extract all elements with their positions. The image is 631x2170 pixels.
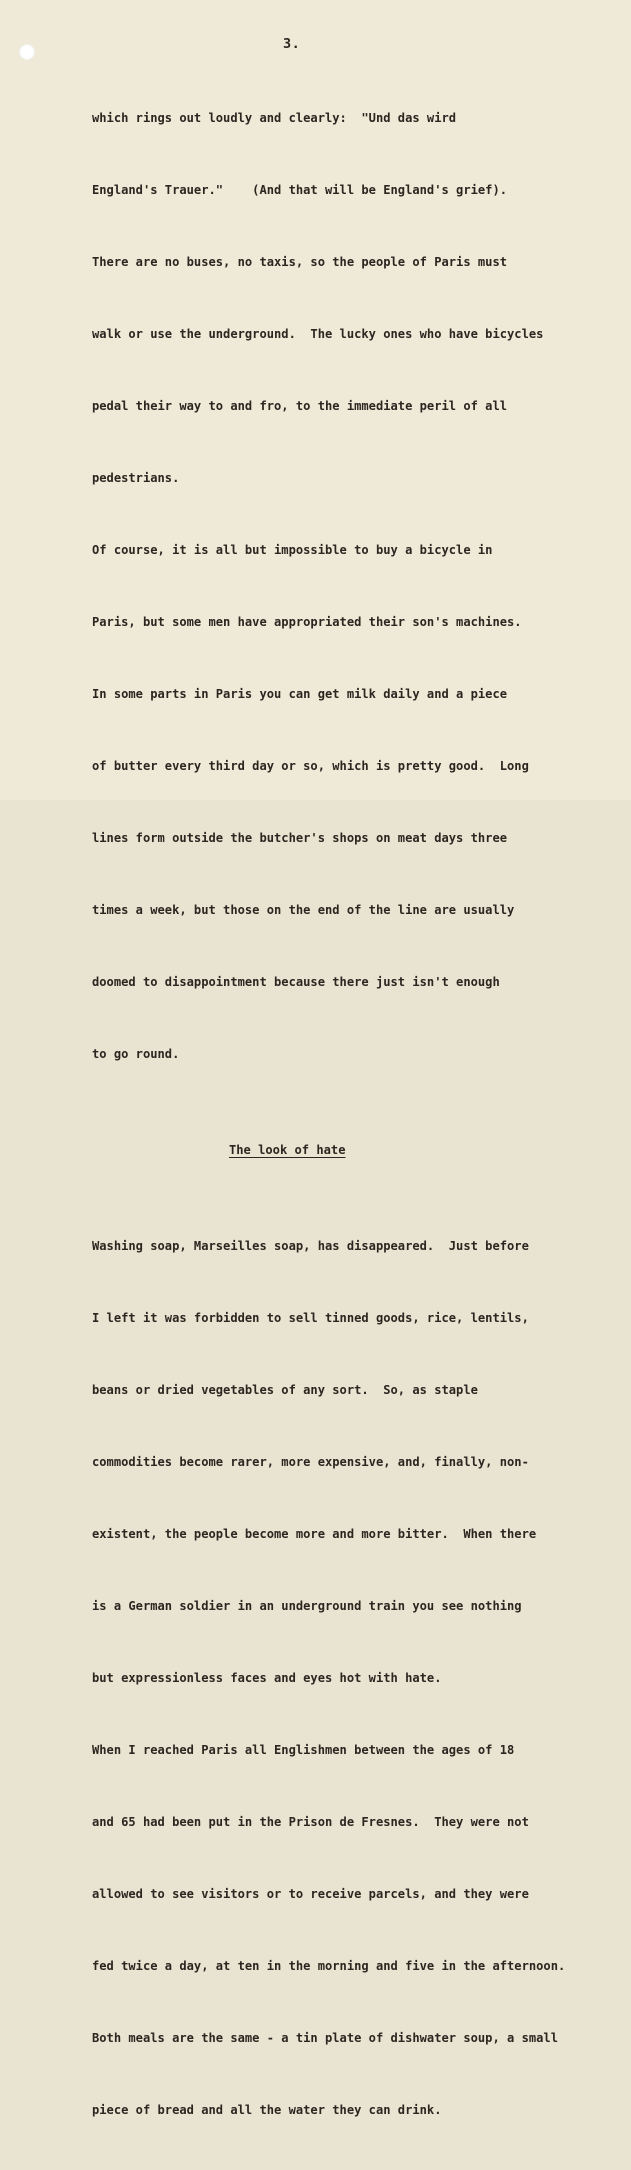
punch-hole bbox=[19, 44, 35, 60]
text-line: Paris, but some men have appropriated their son's machines. bbox=[92, 615, 522, 629]
text-line: but expressionless faces and eyes hot with hate. bbox=[92, 1671, 442, 1685]
page-number: 3. bbox=[283, 36, 301, 52]
text-line: of butter every third day or so, which is pretty good. Long bbox=[92, 759, 529, 773]
text-line: In some parts in Paris you can get milk daily and a piece bbox=[92, 687, 508, 701]
text-line: to go round. bbox=[92, 1047, 180, 1061]
text-line: There are no buses, no taxis, so the people of Paris must bbox=[92, 255, 508, 269]
text-line: which rings out loudly and clearly: "Und das wird bbox=[92, 111, 457, 125]
text-line: commodities become rarer, more expensive, and, finally, non- bbox=[92, 1455, 529, 1469]
text-line: pedal their way to and fro, to the immediate peril of all bbox=[92, 399, 508, 413]
text-line: and 65 had been put in the Prison de Fresnes. They were not bbox=[92, 1815, 529, 1829]
text-line: allowed to see visitors or to receive parcels, and they were bbox=[92, 1887, 529, 1901]
section-heading-wrapper bbox=[92, 1138, 622, 1162]
text-line: Washing soap, Marseilles soap, has disappeared. Just before bbox=[92, 1239, 529, 1253]
text-line: When I reached Paris all Englishmen between the ages of 18 bbox=[92, 1743, 515, 1757]
text-line: doomed to disappointment because there just isn't enough bbox=[92, 975, 500, 989]
text-line: Of course, it is all but impossible to buy a bicycle in bbox=[92, 543, 493, 557]
text-line: times a week, but those on the end of the line are usually bbox=[92, 903, 515, 917]
text-line: existent, the people become more and more bitter. When there bbox=[92, 1527, 537, 1541]
section-heading: The look of hate bbox=[229, 1143, 346, 1157]
text-line: pedestrians. bbox=[92, 471, 180, 485]
text-line: walk or use the underground. The lucky ones who have bicycles bbox=[92, 327, 544, 341]
text-line: I left it was forbidden to sell tinned goods, rice, lentils, bbox=[92, 1311, 529, 1325]
text-line: Both meals are the same - a tin plate of dishwater soup, a small bbox=[92, 2031, 558, 2045]
text-line: is a German soldier in an underground train you see nothing bbox=[92, 1599, 522, 1613]
body-text bbox=[92, 58, 622, 2170]
text-line: fed twice a day, at ten in the morning and five in the afternoon. bbox=[92, 1959, 566, 1973]
text-line: lines form outside the butcher's shops on meat days three bbox=[92, 831, 508, 845]
text-line: piece of bread and all the water they can drink. bbox=[92, 2103, 442, 2117]
text-line: England's Trauer." (And that will be England's grief). bbox=[92, 183, 508, 197]
text-line: beans or dried vegetables of any sort. So, as staple bbox=[92, 1383, 478, 1397]
